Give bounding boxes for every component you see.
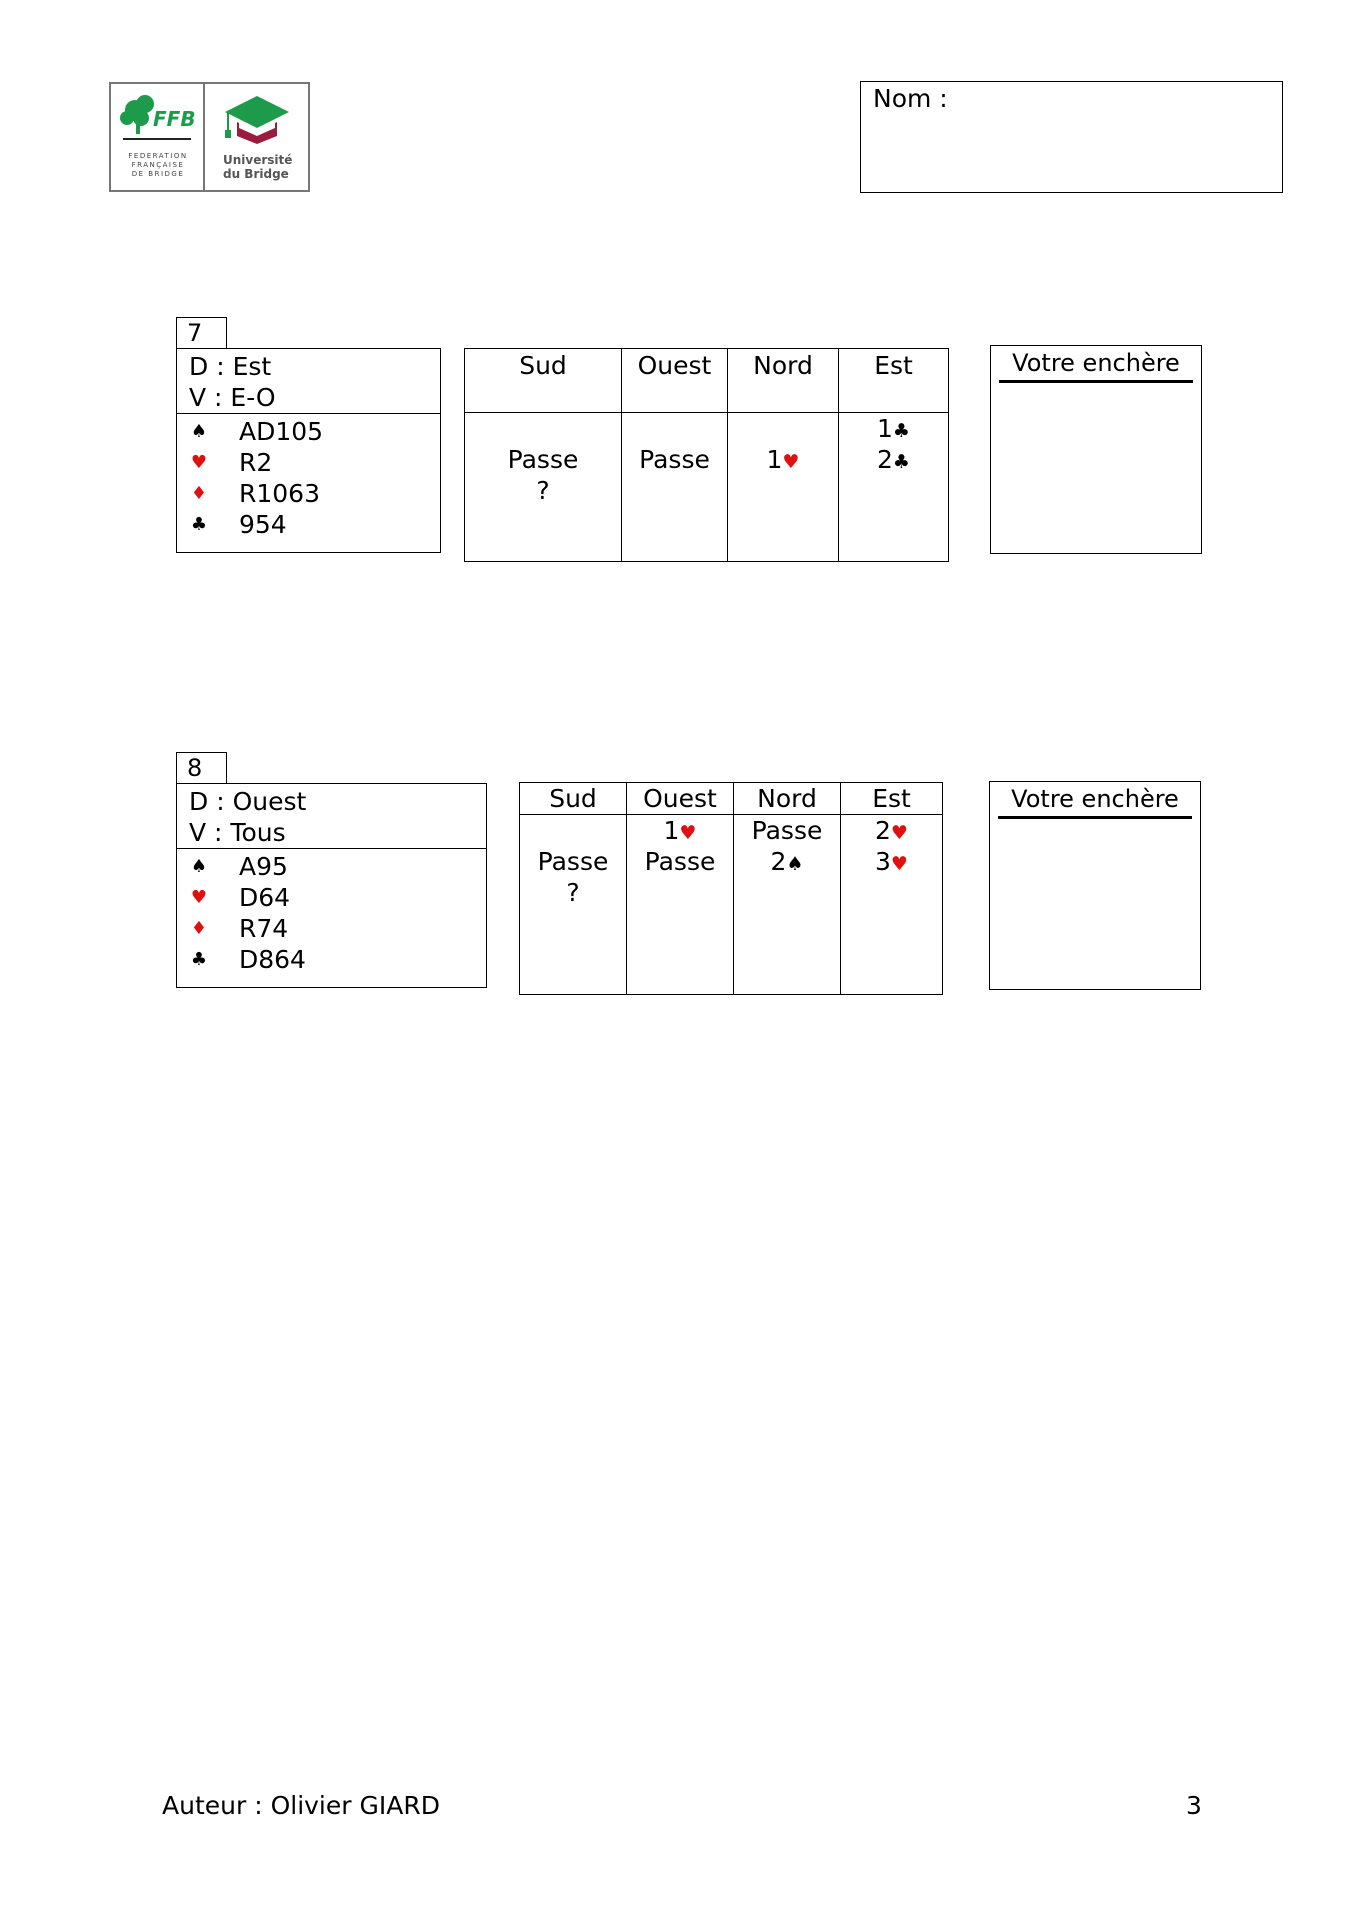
bid xyxy=(622,413,727,444)
hand-row xyxy=(177,851,486,882)
dealer: D : Est xyxy=(189,352,272,381)
auction-header-ouest: Ouest xyxy=(622,349,728,413)
heart-icon: ♥ xyxy=(890,853,908,875)
logo xyxy=(109,82,310,192)
auction-header-sud: Sud xyxy=(520,783,627,815)
auction-cell xyxy=(728,413,839,562)
hand-box xyxy=(176,783,487,988)
bid xyxy=(728,413,838,444)
auction-cell xyxy=(465,413,622,562)
answer-underline xyxy=(998,816,1192,819)
spade-icon: ♠ xyxy=(190,421,208,442)
club-icon: ♣ xyxy=(892,420,910,442)
club-icon: ♣ xyxy=(892,451,910,473)
hand-header xyxy=(177,349,440,414)
answer-underline xyxy=(999,380,1193,383)
auction-header-est: Est xyxy=(839,349,949,413)
name-label: Nom : xyxy=(873,84,948,113)
club-icon: ♣ xyxy=(190,514,208,535)
hand-row xyxy=(177,882,486,913)
ffb-org-name xyxy=(119,152,197,179)
dealer: D : Ouest xyxy=(189,787,307,816)
ffb-org-line: FRANÇAISE xyxy=(131,161,185,169)
cards: 954 xyxy=(239,510,287,539)
bid: Passe xyxy=(644,847,716,876)
ffb-tree-logo-icon xyxy=(111,88,203,148)
cards: R74 xyxy=(239,914,289,943)
graduation-cap-icon xyxy=(207,92,307,152)
author: Auteur : Olivier GIARD xyxy=(162,1791,440,1820)
hand-box xyxy=(176,348,441,553)
bid xyxy=(520,815,626,846)
bid: Passe xyxy=(751,816,823,845)
answer-box[interactable] xyxy=(990,345,1202,554)
ffb-org-line: DE BRIDGE xyxy=(131,170,185,178)
bid: 2♥ xyxy=(875,816,908,845)
deal-number-text: 8 xyxy=(187,754,203,782)
auction-cell xyxy=(839,413,949,562)
bid: 1♥ xyxy=(766,445,800,474)
page-number: 3 xyxy=(1186,1791,1202,1820)
name-field[interactable] xyxy=(860,81,1283,193)
spade-icon: ♠ xyxy=(786,853,804,875)
vulnerability: V : E-O xyxy=(189,383,276,412)
auction-table xyxy=(464,348,949,562)
bid: 2♠ xyxy=(770,847,804,876)
cards: R2 xyxy=(239,448,273,477)
auction-header-sud: Sud xyxy=(465,349,622,413)
auction-header-est: Est xyxy=(841,783,943,815)
answer-label: Votre enchère xyxy=(1011,785,1179,813)
auction-cell xyxy=(520,815,627,995)
deal-number xyxy=(176,752,227,784)
cards: A95 xyxy=(239,852,288,881)
cards: R1063 xyxy=(239,479,320,508)
vulnerability: V : Tous xyxy=(189,818,286,847)
hand-row xyxy=(177,509,440,540)
bid: 3♥ xyxy=(875,847,908,876)
deal-number-text: 7 xyxy=(187,319,203,347)
bid-question: ? xyxy=(566,878,580,907)
hand-row xyxy=(177,913,486,944)
hand-row xyxy=(177,944,486,975)
deal-number xyxy=(176,317,227,349)
hand-cards xyxy=(177,849,486,975)
bid xyxy=(465,413,621,444)
bid: 1♣ xyxy=(877,414,910,443)
ffb-org-line: FEDERATION xyxy=(128,152,188,160)
heart-icon: ♥ xyxy=(679,822,697,844)
heart-icon: ♥ xyxy=(190,887,208,908)
bid: 2♣ xyxy=(877,445,910,474)
cards: D64 xyxy=(239,883,291,912)
bid: Passe xyxy=(507,445,579,474)
heart-icon: ♥ xyxy=(890,822,908,844)
bid-question: ? xyxy=(536,476,550,505)
university-line: Université xyxy=(223,153,293,167)
diamond-icon: ♦ xyxy=(190,918,208,939)
auction-cell xyxy=(627,815,734,995)
university-name xyxy=(223,153,292,181)
diamond-icon: ♦ xyxy=(190,483,208,504)
auction-cell xyxy=(841,815,943,995)
answer-box[interactable] xyxy=(989,781,1201,990)
spade-icon: ♠ xyxy=(190,856,208,877)
logo-divider xyxy=(203,84,205,190)
hand-header xyxy=(177,784,486,849)
hand-row xyxy=(177,447,440,478)
ffb-abbr: FFB xyxy=(153,107,196,131)
cards: AD105 xyxy=(239,417,324,446)
university-line: du Bridge xyxy=(223,167,289,181)
auction-header-ouest: Ouest xyxy=(627,783,734,815)
cards: D864 xyxy=(239,945,306,974)
auction-table xyxy=(519,782,943,995)
heart-icon: ♥ xyxy=(190,452,208,473)
bid: 1♥ xyxy=(663,816,697,845)
hand-row xyxy=(177,416,440,447)
bid: Passe xyxy=(537,847,609,876)
hand-cards xyxy=(177,414,440,540)
bid: Passe xyxy=(639,445,710,474)
answer-label: Votre enchère xyxy=(1012,349,1180,377)
club-icon: ♣ xyxy=(190,949,208,970)
heart-icon: ♥ xyxy=(782,451,800,473)
auction-cell xyxy=(734,815,841,995)
auction-header-nord: Nord xyxy=(734,783,841,815)
hand-row xyxy=(177,478,440,509)
auction-header-nord: Nord xyxy=(728,349,839,413)
auction-cell xyxy=(622,413,728,562)
